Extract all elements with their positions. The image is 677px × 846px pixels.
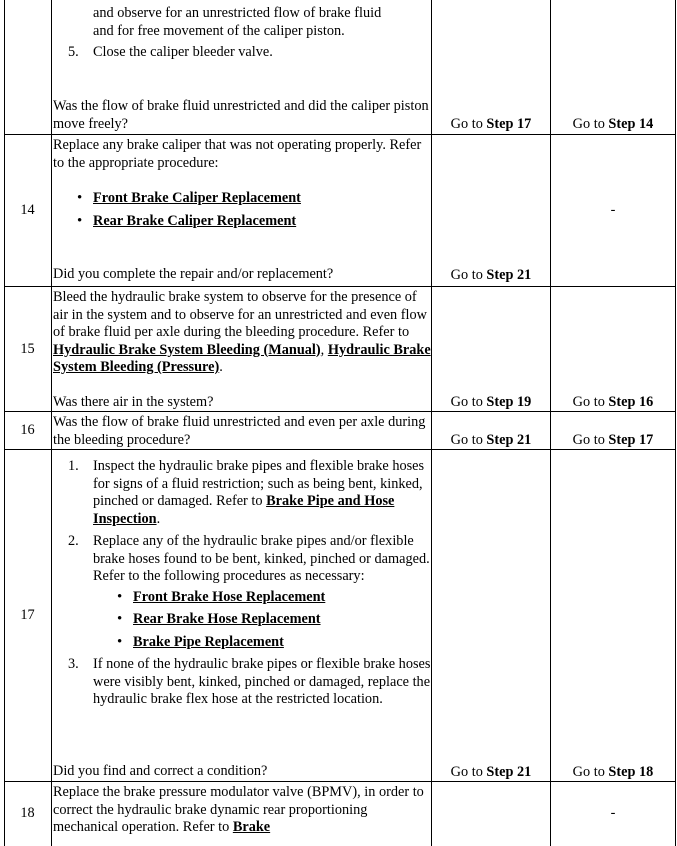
action-text: Replace any brake caliper that was not operating properly. Refer to the appropriate procedure: — [53, 137, 422, 171]
step-link[interactable]: Step 21 — [486, 764, 532, 780]
list-item — [53, 187, 431, 210]
list-item — [53, 586, 431, 609]
step-number: 17 — [20, 607, 35, 623]
action-cell — [53, 5, 431, 62]
step-link[interactable]: Step 16 — [608, 394, 654, 410]
question-text: Was there air in the system? — [53, 394, 214, 410]
step-link[interactable]: Step 17 — [486, 116, 532, 132]
list-item — [53, 656, 431, 709]
question-text: Was the flow of brake fluid unrestricted and did the caliper piston move freely? — [53, 98, 429, 132]
procedure-link[interactable]: Front Brake Caliper Replacement — [93, 190, 301, 206]
action-cell: Bleed the hydraulic brake system to observe for the presence of air in the system and to observe for an unrestricted and even flow of brake fluid per axle during the bleeding procedure. Refer to Hydraulic Brake System Bleeding (Manual), Hydraulic Brake System Bleeding (Pressure). — [53, 289, 431, 375]
no-result: - — [610, 202, 616, 218]
procedure-link[interactable]: Brake Pipe Replacement — [133, 633, 284, 650]
table-row-13 — [4, 0, 676, 135]
step-link[interactable]: Step 19 — [486, 394, 532, 410]
procedure-link[interactable]: Hydraulic Brake System Bleeding (Manual) — [53, 341, 321, 358]
go-to-label: Go to — [572, 432, 605, 448]
procedure-link[interactable]: Hydraulic Brake System Bleeding (Pressure) — [53, 341, 431, 375]
go-to-label: Go to — [450, 116, 483, 132]
no-result — [551, 432, 675, 449]
procedure-link[interactable]: Brake — [232, 819, 271, 835]
go-to-label: Go to — [450, 764, 483, 780]
list-number: 3. — [68, 656, 79, 672]
no-result — [551, 116, 675, 133]
step-link[interactable]: Step 14 — [608, 116, 654, 132]
procedure-link[interactable]: Rear Brake Caliper Replacement — [93, 213, 297, 229]
list-number: 5. — [68, 44, 79, 60]
yes-result — [432, 116, 550, 133]
list-item — [53, 210, 431, 233]
go-to-label: Go to — [572, 116, 605, 132]
yes-result — [432, 432, 550, 449]
step-link[interactable]: Step 21 — [486, 267, 532, 283]
list-text: Replace any of the hydraulic brake pipes and/or flexible brake hoses found to be bent, kinked, pinched or damaged. Refer to the following procedures as necessary: — [93, 533, 430, 584]
procedure-link[interactable]: Front Brake Hose Replacement — [133, 588, 326, 605]
step-number: 18 — [20, 805, 35, 821]
step-13-continued-line: and observe for an unrestricted flow of brake fluid — [93, 5, 382, 21]
table-row-14 — [4, 135, 676, 286]
list-item: 1. Inspect the hydraulic brake pipes and flexible brake hoses for signs of a fluid restriction; such as being bent, kinked, pinched or damaged. Refer to Brake Pipe and Hose Inspection. — [68, 458, 425, 527]
action-text: Replace the brake pressure modulator valve (BPMV), in order to correct the hydraulic brake dynamic rear proportioning mechanical operation. Refer to — [53, 784, 424, 835]
table-row-17 — [4, 449, 676, 782]
go-to-label: Go to — [572, 394, 605, 410]
question-text: Was the flow of brake fluid unrestricted and even per axle during the bleeding procedure? — [53, 414, 426, 448]
step-number: 16 — [20, 422, 35, 438]
no-result — [551, 764, 675, 781]
go-to-label: Go to — [450, 394, 483, 410]
list-text: Close the caliper bleeder valve. — [93, 44, 273, 60]
table-row-15 — [4, 286, 676, 412]
question-text: Did you find and correct a condition? — [53, 763, 268, 779]
list-text: If none of the hydraulic brake pipes or flexible brake hoses were visibly bent, kinked, pinched or damaged, replace the hydraulic brake flex hose at the restricted location. — [93, 656, 431, 707]
action-text: Bleed the hydraulic brake system to observe for the presence of air in the system and to observe for an unrestricted and even flow of brake fluid per axle during the bleeding procedure. Refer to — [53, 289, 427, 340]
action-cell — [53, 458, 431, 709]
procedure-link[interactable]: Brake Pipe and Hose Inspection — [93, 493, 395, 527]
no-result: - — [610, 805, 616, 821]
yes-result — [432, 394, 550, 411]
list-number: 1. — [68, 458, 79, 474]
list-text: Inspect the hydraulic brake pipes and flexible brake hoses for signs of a fluid restriction; such as being bent, kinked, pinched or damaged. Refer to — [93, 458, 425, 509]
list-item — [53, 608, 431, 631]
action-cell — [53, 784, 431, 837]
step-number: 14 — [20, 202, 35, 218]
step-link[interactable]: Step 18 — [608, 764, 654, 780]
step-number: 15 — [20, 341, 35, 357]
action-cell — [53, 137, 431, 233]
list-item — [53, 631, 431, 654]
go-to-label: Go to — [450, 267, 483, 283]
no-result — [551, 394, 675, 411]
step-13-continued-line: and for free movement of the caliper piston. — [93, 22, 345, 39]
list-item — [53, 533, 431, 586]
table-row-18 — [4, 781, 676, 846]
yes-result — [432, 267, 550, 284]
list-number: 2. — [68, 533, 79, 549]
procedure-link[interactable]: Rear Brake Hose Replacement — [133, 611, 321, 627]
question-text: Did you complete the repair and/or replacement? — [53, 266, 334, 282]
go-to-label: Go to — [450, 432, 483, 448]
step-link[interactable]: Step 17 — [608, 432, 654, 448]
yes-result — [432, 764, 550, 781]
list-item — [53, 44, 431, 62]
step-link[interactable]: Step 21 — [486, 432, 532, 448]
table-row-16 — [4, 411, 676, 450]
go-to-label: Go to — [572, 764, 605, 780]
